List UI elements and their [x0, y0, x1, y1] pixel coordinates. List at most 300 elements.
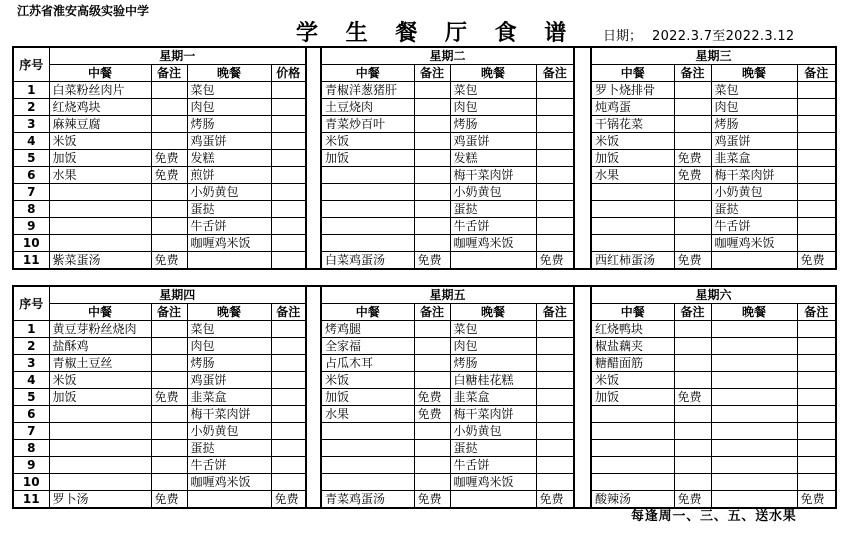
dinner-note-cell [797, 184, 836, 201]
lunch-cell [591, 474, 674, 491]
dinner-cell [711, 321, 797, 338]
lunch-note-cell [151, 406, 187, 423]
lunch-cell: 米饭 [321, 372, 414, 389]
table-row [13, 150, 836, 167]
column-header: 备注 [536, 304, 574, 321]
table-row [13, 321, 836, 338]
serial-cell: 6 [13, 167, 49, 184]
dinner-cell: 蛋挞 [187, 440, 271, 457]
dinner-note-cell [536, 82, 574, 99]
lunch-note-cell [414, 99, 450, 116]
dinner-cell [711, 423, 797, 440]
day-header: 星期三 [591, 47, 836, 65]
dinner-note-cell [797, 99, 836, 116]
price-cell [271, 167, 306, 184]
menu-body-thu-to-sat [13, 286, 836, 508]
lunch-cell [49, 184, 151, 201]
column-header: 备注 [536, 65, 574, 82]
column-header: 备注 [797, 304, 836, 321]
lunch-cell: 西红柿蛋汤 [591, 252, 674, 270]
lunch-note-cell [414, 235, 450, 252]
serial-cell: 5 [13, 389, 49, 406]
lunch-cell [321, 474, 414, 491]
price-cell [271, 133, 306, 150]
serial-cell: 4 [13, 372, 49, 389]
column-header: 晚餐 [450, 304, 536, 321]
column-header-row [13, 304, 836, 321]
lunch-cell [49, 457, 151, 474]
lunch-note-cell [414, 440, 450, 457]
column-header: 备注 [151, 65, 187, 82]
table-row [13, 355, 836, 372]
column-header: 晚餐 [711, 304, 797, 321]
lunch-cell: 水果 [321, 406, 414, 423]
lunch-cell: 青椒洋葱猪肝 [321, 82, 414, 99]
dinner-note-cell [797, 235, 836, 252]
dinner-cell [450, 252, 536, 270]
lunch-cell: 白菜鸡蛋汤 [321, 252, 414, 270]
lunch-cell [591, 440, 674, 457]
lunch-note-cell [151, 116, 187, 133]
lunch-cell: 酸辣汤 [591, 491, 674, 509]
column-header: 备注 [674, 304, 711, 321]
serial-cell: 7 [13, 184, 49, 201]
price-cell [271, 201, 306, 218]
dinner-note-cell [536, 389, 574, 406]
table-row [13, 218, 836, 235]
price-cell [271, 99, 306, 116]
lunch-note-cell [151, 423, 187, 440]
dinner-cell: 梅干菜肉饼 [711, 167, 797, 184]
dinner-cell [711, 355, 797, 372]
lunch-cell: 黄豆芽粉丝烧肉 [49, 321, 151, 338]
lunch-note-cell [151, 184, 187, 201]
dinner-cell [711, 252, 797, 270]
lunch-cell [591, 184, 674, 201]
dinner-note-cell [536, 150, 574, 167]
lunch-cell: 占瓜木耳 [321, 355, 414, 372]
lunch-note-cell [414, 321, 450, 338]
lunch-cell: 麻辣豆腐 [49, 116, 151, 133]
lunch-cell [591, 218, 674, 235]
dinner-note-cell [797, 457, 836, 474]
lunch-note-cell: 免费 [674, 491, 711, 509]
lunch-note-cell: 免费 [414, 389, 450, 406]
dinner-note-cell [536, 440, 574, 457]
lunch-cell [591, 201, 674, 218]
lunch-cell [49, 440, 151, 457]
gap-column [574, 47, 591, 269]
lunch-note-cell: 免费 [151, 167, 187, 184]
column-header: 备注 [414, 304, 450, 321]
lunch-cell: 加饭 [321, 150, 414, 167]
table-row [13, 406, 836, 423]
dinner-cell: 烤肠 [187, 116, 271, 133]
date-label: 日期； [603, 29, 643, 44]
lunch-cell: 土豆烧肉 [321, 99, 414, 116]
dinner-cell: 咖喱鸡米饭 [187, 235, 271, 252]
lunch-cell [49, 406, 151, 423]
dinner-cell: 肉包 [450, 99, 536, 116]
dinner-note-cell [797, 218, 836, 235]
dinner-note-cell [536, 474, 574, 491]
dinner-cell: 烤肠 [450, 355, 536, 372]
gap-column [306, 286, 321, 508]
dinner-cell: 咖喱鸡米饭 [450, 474, 536, 491]
dinner-cell: 韭菜盒 [450, 389, 536, 406]
lunch-cell: 白菜粉丝肉片 [49, 82, 151, 99]
dinner-cell: 鸡蛋饼 [187, 372, 271, 389]
serial-cell: 1 [13, 82, 49, 99]
dinner-note-cell [536, 184, 574, 201]
serial-cell: 10 [13, 474, 49, 491]
dinner-note-cell [797, 150, 836, 167]
lunch-note-cell [674, 99, 711, 116]
column-header: 中餐 [321, 304, 414, 321]
table-row [13, 474, 836, 491]
table-row [13, 167, 836, 184]
lunch-note-cell [674, 372, 711, 389]
serial-cell: 9 [13, 457, 49, 474]
day-header-row [13, 286, 836, 304]
column-header: 备注 [414, 65, 450, 82]
lunch-cell: 加饭 [49, 150, 151, 167]
dinner-note-cell [271, 338, 306, 355]
menu-body-mon-to-wed [13, 47, 836, 269]
lunch-note-cell [674, 474, 711, 491]
table-row [13, 338, 836, 355]
dinner-note-cell [797, 372, 836, 389]
column-header: 中餐 [49, 304, 151, 321]
lunch-note-cell [414, 355, 450, 372]
serial-cell: 11 [13, 252, 49, 270]
lunch-cell: 烤鸡腿 [321, 321, 414, 338]
column-header: 备注 [151, 304, 187, 321]
day-header-row [13, 47, 836, 65]
lunch-cell [49, 235, 151, 252]
table-row [13, 252, 836, 270]
date-line [603, 29, 794, 45]
dinner-cell: 肉包 [187, 99, 271, 116]
lunch-note-cell [414, 423, 450, 440]
dinner-note-cell [536, 133, 574, 150]
lunch-note-cell [414, 133, 450, 150]
dinner-note-cell [271, 372, 306, 389]
dinner-cell [187, 252, 271, 270]
lunch-note-cell [151, 338, 187, 355]
lunch-cell: 青椒土豆丝 [49, 355, 151, 372]
lunch-note-cell [674, 82, 711, 99]
dinner-cell: 蛋挞 [450, 201, 536, 218]
column-header: 晚餐 [187, 304, 271, 321]
table-row [13, 389, 836, 406]
lunch-note-cell: 免费 [151, 389, 187, 406]
lunch-cell [49, 423, 151, 440]
lunch-cell: 加饭 [591, 150, 674, 167]
dinner-note-cell [536, 218, 574, 235]
dinner-note-cell: 免费 [797, 252, 836, 270]
menu-table-mon-to-wed [12, 46, 837, 270]
dinner-cell: 梅干菜肉饼 [450, 167, 536, 184]
dinner-cell: 小奶黄包 [450, 184, 536, 201]
lunch-note-cell: 免费 [414, 491, 450, 509]
lunch-cell [591, 457, 674, 474]
serial-header: 序号 [13, 286, 49, 321]
column-header: 中餐 [49, 65, 151, 82]
dinner-cell: 小奶黄包 [711, 184, 797, 201]
lunch-cell: 米饭 [591, 133, 674, 150]
lunch-cell [321, 423, 414, 440]
table-row [13, 372, 836, 389]
price-cell [271, 184, 306, 201]
dinner-cell: 小奶黄包 [450, 423, 536, 440]
lunch-note-cell: 免费 [674, 167, 711, 184]
lunch-cell: 加饭 [591, 389, 674, 406]
lunch-cell: 盐酥鸡 [49, 338, 151, 355]
gap-column [306, 47, 321, 269]
price-cell [271, 218, 306, 235]
dinner-note-cell [797, 116, 836, 133]
dinner-note-cell [536, 406, 574, 423]
dinner-note-cell [271, 389, 306, 406]
lunch-note-cell [151, 235, 187, 252]
dinner-note-cell [797, 355, 836, 372]
lunch-note-cell: 免费 [151, 150, 187, 167]
serial-cell: 9 [13, 218, 49, 235]
lunch-cell: 水果 [49, 167, 151, 184]
lunch-cell: 米饭 [591, 372, 674, 389]
serial-cell: 10 [13, 235, 49, 252]
column-header: 价格 [271, 65, 306, 82]
menu-table-thu-to-sat [12, 285, 837, 509]
lunch-note-cell: 免费 [414, 406, 450, 423]
date-range: 2022.3.7至2022.3.12 [652, 29, 795, 44]
lunch-note-cell [674, 338, 711, 355]
table-row [13, 99, 836, 116]
lunch-note-cell [414, 457, 450, 474]
dinner-cell: 蛋挞 [711, 201, 797, 218]
dinner-note-cell [797, 406, 836, 423]
lunch-note-cell [151, 440, 187, 457]
dinner-note-cell [797, 82, 836, 99]
lunch-cell: 炖鸡蛋 [591, 99, 674, 116]
dinner-cell [711, 440, 797, 457]
lunch-cell: 红烧鸡块 [49, 99, 151, 116]
dinner-cell: 咖喱鸡米饭 [450, 235, 536, 252]
dinner-cell: 肉包 [450, 338, 536, 355]
dinner-cell: 肉包 [187, 338, 271, 355]
lunch-cell: 干锅花菜 [591, 116, 674, 133]
dinner-cell: 梅干菜肉饼 [450, 406, 536, 423]
lunch-cell: 米饭 [321, 133, 414, 150]
lunch-cell [321, 218, 414, 235]
lunch-note-cell [674, 201, 711, 218]
dinner-note-cell [536, 338, 574, 355]
column-header: 备注 [797, 65, 836, 82]
dinner-cell: 韭菜盒 [187, 389, 271, 406]
lunch-note-cell [674, 440, 711, 457]
dinner-note-cell [797, 321, 836, 338]
dinner-note-cell [536, 201, 574, 218]
dinner-cell: 菜包 [187, 321, 271, 338]
school-name: 江苏省淮安高级实验中学 [17, 4, 150, 18]
dinner-cell: 白糖桂花糕 [450, 372, 536, 389]
page-title: 学 生 餐 厅 食 谱 [296, 21, 577, 46]
lunch-cell: 紫菜蛋汤 [49, 252, 151, 270]
lunch-note-cell [674, 423, 711, 440]
lunch-cell [49, 201, 151, 218]
dinner-cell: 牛舌饼 [450, 218, 536, 235]
dinner-note-cell [536, 167, 574, 184]
lunch-cell [321, 440, 414, 457]
serial-cell: 11 [13, 491, 49, 509]
lunch-note-cell [414, 150, 450, 167]
dinner-note-cell: 免费 [797, 491, 836, 509]
lunch-note-cell [151, 82, 187, 99]
lunch-note-cell [674, 184, 711, 201]
serial-cell: 2 [13, 338, 49, 355]
day-header: 星期六 [591, 286, 836, 304]
lunch-note-cell [414, 372, 450, 389]
dinner-note-cell [536, 99, 574, 116]
dinner-note-cell [536, 423, 574, 440]
serial-cell: 8 [13, 440, 49, 457]
dinner-note-cell [271, 406, 306, 423]
lunch-note-cell [151, 133, 187, 150]
dinner-cell: 发糕 [187, 150, 271, 167]
lunch-cell [591, 406, 674, 423]
dinner-cell: 肉包 [711, 99, 797, 116]
dinner-note-cell [536, 116, 574, 133]
dinner-note-cell [271, 355, 306, 372]
lunch-cell: 椒盐藕夹 [591, 338, 674, 355]
lunch-cell: 青菜鸡蛋汤 [321, 491, 414, 509]
dinner-note-cell [536, 457, 574, 474]
dinner-note-cell [271, 457, 306, 474]
dinner-cell [711, 491, 797, 509]
column-header: 晚餐 [711, 65, 797, 82]
lunch-note-cell [414, 184, 450, 201]
lunch-cell [591, 423, 674, 440]
dinner-cell: 咖喱鸡米饭 [187, 474, 271, 491]
day-header: 星期一 [49, 47, 306, 65]
dinner-cell: 鸡蛋饼 [450, 133, 536, 150]
lunch-note-cell [674, 355, 711, 372]
lunch-note-cell: 免费 [674, 252, 711, 270]
lunch-cell [321, 201, 414, 218]
lunch-note-cell [151, 321, 187, 338]
dinner-cell: 发糕 [450, 150, 536, 167]
lunch-cell: 全家福 [321, 338, 414, 355]
table-row [13, 457, 836, 474]
lunch-cell [49, 218, 151, 235]
dinner-cell [711, 406, 797, 423]
dinner-cell: 烤肠 [450, 116, 536, 133]
dinner-cell: 烤肠 [187, 355, 271, 372]
lunch-note-cell: 免费 [414, 252, 450, 270]
column-header: 中餐 [591, 65, 674, 82]
fruit-note: 每逢周一、三、五、送水果 [631, 509, 797, 524]
dinner-cell [711, 457, 797, 474]
table-row [13, 235, 836, 252]
column-header: 中餐 [321, 65, 414, 82]
dinner-cell: 菜包 [711, 82, 797, 99]
lunch-cell [321, 457, 414, 474]
dinner-cell: 菜包 [187, 82, 271, 99]
serial-cell: 5 [13, 150, 49, 167]
lunch-cell: 青菜炒百叶 [321, 116, 414, 133]
dinner-cell: 菜包 [450, 321, 536, 338]
lunch-cell: 红烧鸭块 [591, 321, 674, 338]
lunch-cell: 加饭 [321, 389, 414, 406]
table-row [13, 133, 836, 150]
dinner-note-cell [536, 372, 574, 389]
dinner-cell: 蛋挞 [450, 440, 536, 457]
lunch-cell: 米饭 [49, 133, 151, 150]
column-header-row [13, 65, 836, 82]
lunch-note-cell [414, 338, 450, 355]
dinner-note-cell [797, 338, 836, 355]
lunch-note-cell [151, 99, 187, 116]
dinner-note-cell [797, 201, 836, 218]
table-row [13, 116, 836, 133]
dinner-note-cell [271, 440, 306, 457]
lunch-cell: 水果 [591, 167, 674, 184]
dinner-cell: 牛舌饼 [187, 457, 271, 474]
serial-cell: 2 [13, 99, 49, 116]
table-row [13, 423, 836, 440]
serial-header: 序号 [13, 47, 49, 82]
dinner-cell: 牛舌饼 [187, 218, 271, 235]
lunch-cell [321, 235, 414, 252]
dinner-note-cell [536, 235, 574, 252]
dinner-cell: 鸡蛋饼 [711, 133, 797, 150]
column-header: 晚餐 [450, 65, 536, 82]
lunch-note-cell [674, 406, 711, 423]
dinner-note-cell [797, 167, 836, 184]
lunch-note-cell [674, 321, 711, 338]
lunch-note-cell [414, 167, 450, 184]
table-row [13, 184, 836, 201]
day-header: 星期四 [49, 286, 306, 304]
serial-cell: 3 [13, 116, 49, 133]
column-header: 中餐 [591, 304, 674, 321]
lunch-note-cell: 免费 [674, 389, 711, 406]
lunch-note-cell [674, 133, 711, 150]
dinner-cell: 鸡蛋饼 [187, 133, 271, 150]
dinner-cell: 咖喱鸡米饭 [711, 235, 797, 252]
lunch-note-cell: 免费 [674, 150, 711, 167]
dinner-cell [187, 491, 271, 509]
serial-cell: 3 [13, 355, 49, 372]
lunch-cell: 罗卜汤 [49, 491, 151, 509]
lunch-note-cell: 免费 [151, 491, 187, 509]
lunch-note-cell [674, 116, 711, 133]
dinner-cell: 牛舌饼 [450, 457, 536, 474]
dinner-note-cell [797, 389, 836, 406]
day-header: 星期二 [321, 47, 574, 65]
price-cell [271, 150, 306, 167]
dinner-cell: 蛋挞 [187, 201, 271, 218]
serial-cell: 6 [13, 406, 49, 423]
table-row [13, 440, 836, 457]
dinner-note-cell [271, 474, 306, 491]
dinner-cell: 菜包 [450, 82, 536, 99]
price-cell [271, 252, 306, 270]
lunch-cell: 糖醋面筋 [591, 355, 674, 372]
lunch-note-cell: 免费 [151, 252, 187, 270]
dinner-cell [711, 372, 797, 389]
